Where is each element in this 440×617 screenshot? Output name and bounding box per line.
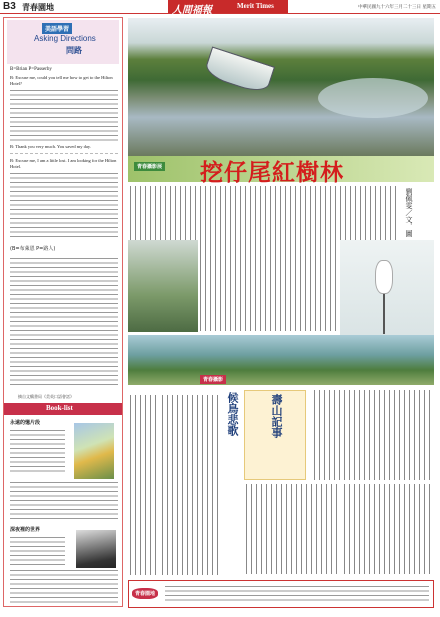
header-date: 中華民國九十六年三月二十三日 星期五 [358,5,436,10]
egret-bird [375,260,393,294]
book2-info [10,535,65,565]
right-egret-photo [340,240,434,340]
story2-text [244,484,339,574]
egret-legs [383,294,385,334]
egret-photo [128,240,198,332]
story1-title: 候鳥悲歌 [226,392,239,436]
lesson-title-en: Asking Directions [34,34,96,43]
masthead-logo: 人間福報 [172,5,212,16]
story3-text [342,484,434,574]
poem-text [312,390,434,480]
book2-text [10,568,118,604]
edition-name: Merit Times [237,2,274,10]
footer-tag: 青春園地 [132,588,158,599]
book2-title: 深夜裡的世界 [10,527,41,533]
book1-info [10,428,65,473]
dialogue-line: B: Excuse me, could you tell me how to get to the Hilton Hotel? [10,75,113,86]
story1-text [160,395,222,575]
book1-cover [74,423,114,479]
story2-title: 壽山記事 [270,394,283,438]
lesson-title-zh: 問路 [66,45,82,55]
book1-text [10,480,118,520]
footer-text [165,584,429,604]
book1-title: 永遠的憶片段 [10,420,41,426]
dialogue-text [10,88,118,143]
boat [203,47,275,96]
page-number: B3 [3,1,16,12]
top-photo [128,18,434,156]
feature-headline: 挖仔尾紅樹林 [200,159,344,186]
dialogue-line: B: Thank you very much. You saved my day. [10,144,91,149]
roles-line: B=Brian P=Passerby [10,67,52,72]
translation-title: (B=布萊恩 P=路人) [10,246,56,252]
divider [10,153,118,154]
photo-tag: 青春攝影 [200,375,226,384]
sidebar [3,17,123,607]
water-reflection [318,78,428,118]
section-name: 青春園地 [22,3,54,12]
booklist-title: Book-list [46,404,73,412]
story1-text-left [128,395,158,575]
dialogue-text [10,171,118,239]
translation-text [10,256,118,386]
header-bar [0,0,440,14]
dialogue-line: B: Excuse me, I am a little lost. I am looking for the Hilton Hotel. [10,158,117,169]
feature-tag: 青春攝影展 [134,162,165,171]
mid-photo [128,335,434,385]
column-tag: 美語學習 [42,23,72,34]
source-note: 摘自文鶴書局《美英口語會話》 [18,394,74,399]
feature-byline: 劉佩雯／文．圖 [405,188,413,237]
